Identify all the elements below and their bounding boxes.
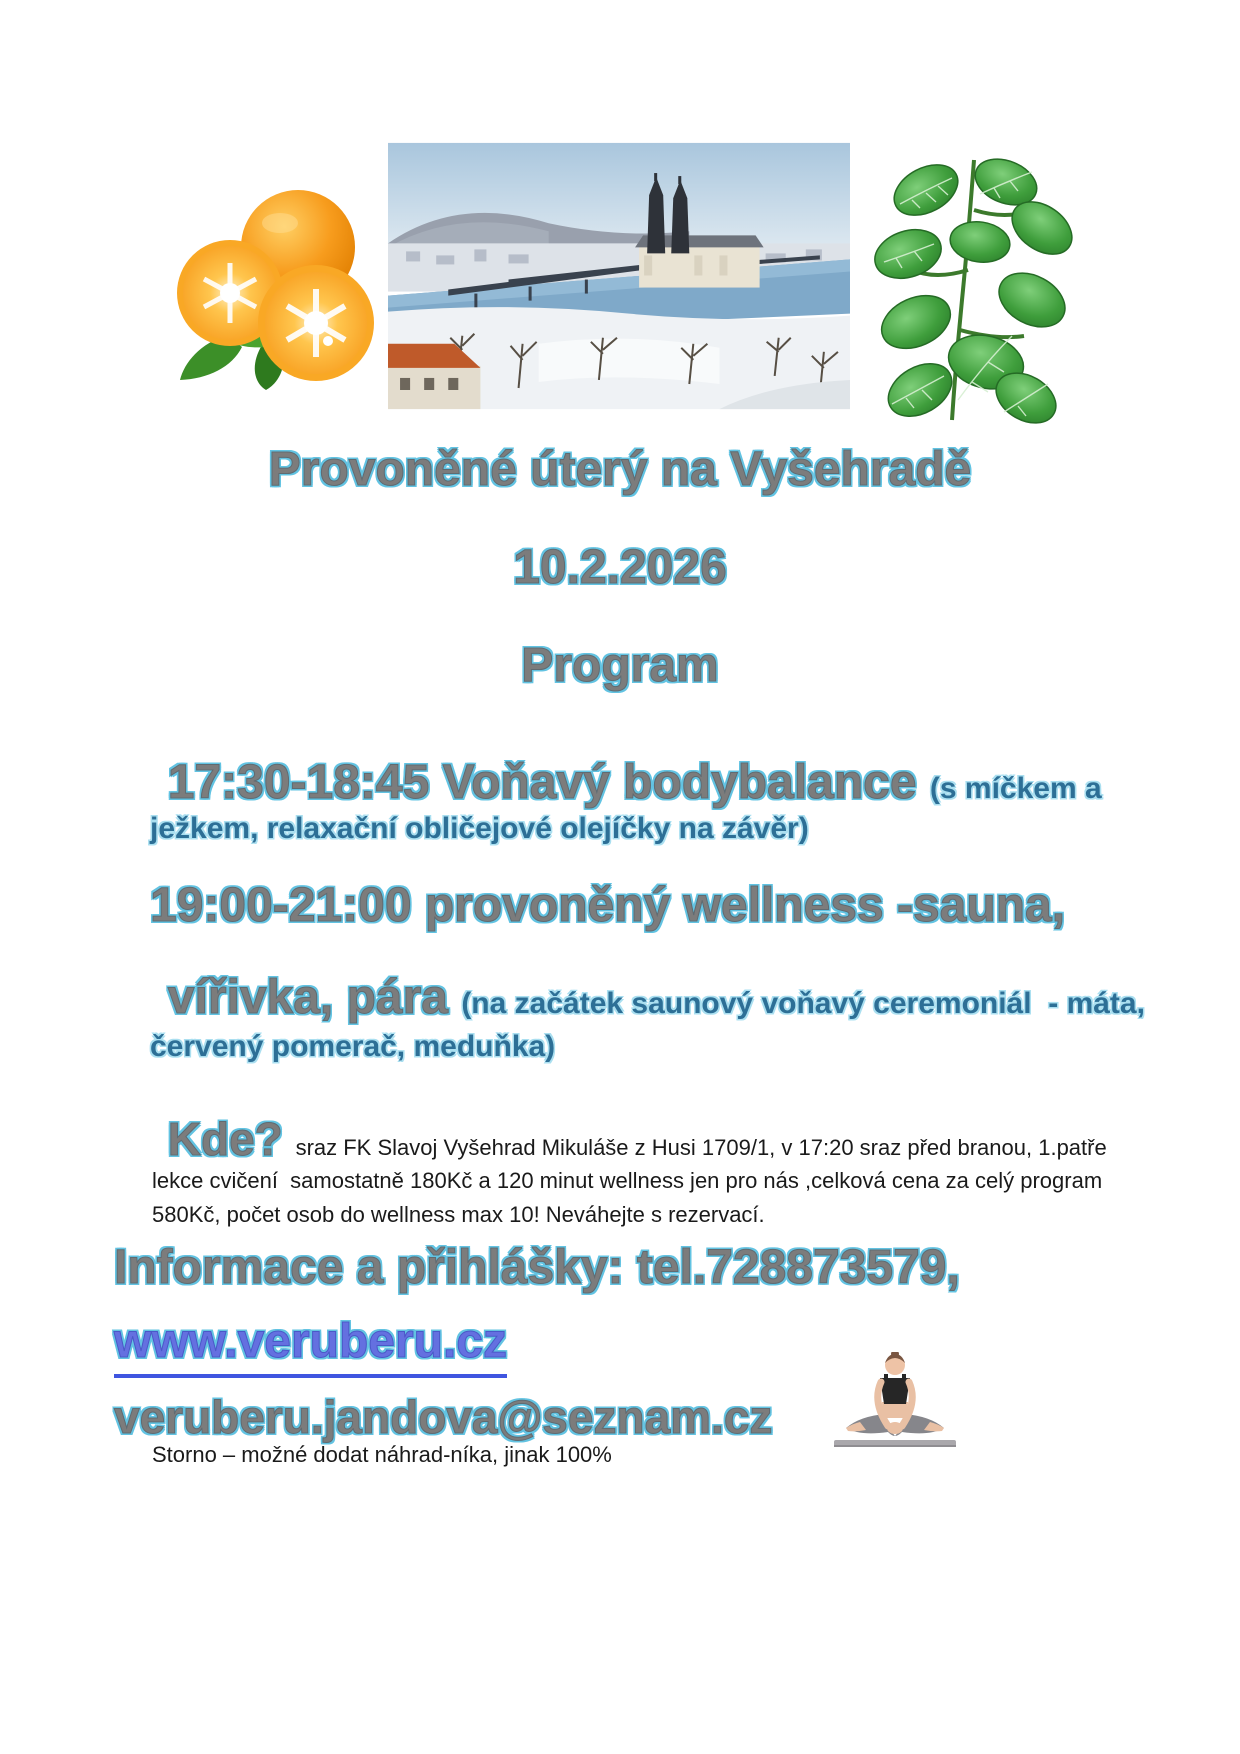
pricing-line-2: 580Kč, počet osob do wellness max 10! Neváhejte s rezervací. bbox=[152, 1202, 765, 1227]
website-link[interactable]: www.veruberu.cz bbox=[114, 1312, 507, 1378]
schedule-item-1-note-start: (s míčkem a bbox=[929, 772, 1102, 805]
location-text: sraz FK Slavoj Vyšehrad Mikuláše z Husi 1709/1, v 17:20 sraz před branou, 1.patře bbox=[295, 1135, 1107, 1160]
schedule-item-2-note-start: (na začátek saunový voňavý ceremoniál - máta, bbox=[461, 987, 1145, 1020]
page-title: Provoněné úterý na Vyšehradě bbox=[268, 443, 972, 496]
oranges-image bbox=[170, 175, 375, 393]
schedule-item-1-note-cont: ježkem, relaxační obličejové olejíčky na závěr) bbox=[150, 812, 809, 845]
cancellation-note: Storno – možné dodat náhrad-níka, jinak 100% bbox=[152, 1442, 612, 1467]
mint-image bbox=[856, 150, 1084, 428]
schedule-item-1-time-title: 17:30-18:45 Voňavý bodybalance bbox=[167, 756, 930, 809]
pricing-line-1: lekce cvičení samostatně 180Kč a 120 minut wellness jen pro nás ,celková cena za celý program bbox=[152, 1168, 1103, 1193]
email-address: veruberu.jandova@seznam.cz bbox=[114, 1391, 773, 1443]
prague-winter-photo bbox=[388, 142, 850, 410]
yoga-pose-image bbox=[826, 1352, 964, 1464]
schedule-item-2-time-title: 19:00-21:00 provoněný wellness -sauna, bbox=[150, 879, 1066, 932]
schedule-item-2-note-cont: červený pomerač, meduňka) bbox=[150, 1030, 556, 1063]
event-date: 10.2.2026 bbox=[513, 541, 727, 594]
contact-info-line: Informace a přihlášky: tel.728873579, bbox=[114, 1241, 960, 1294]
program-heading: Program bbox=[521, 639, 719, 692]
schedule-item-2-title-cont: vířivka, pára bbox=[167, 971, 462, 1024]
location-label: Kde? bbox=[167, 1113, 296, 1165]
